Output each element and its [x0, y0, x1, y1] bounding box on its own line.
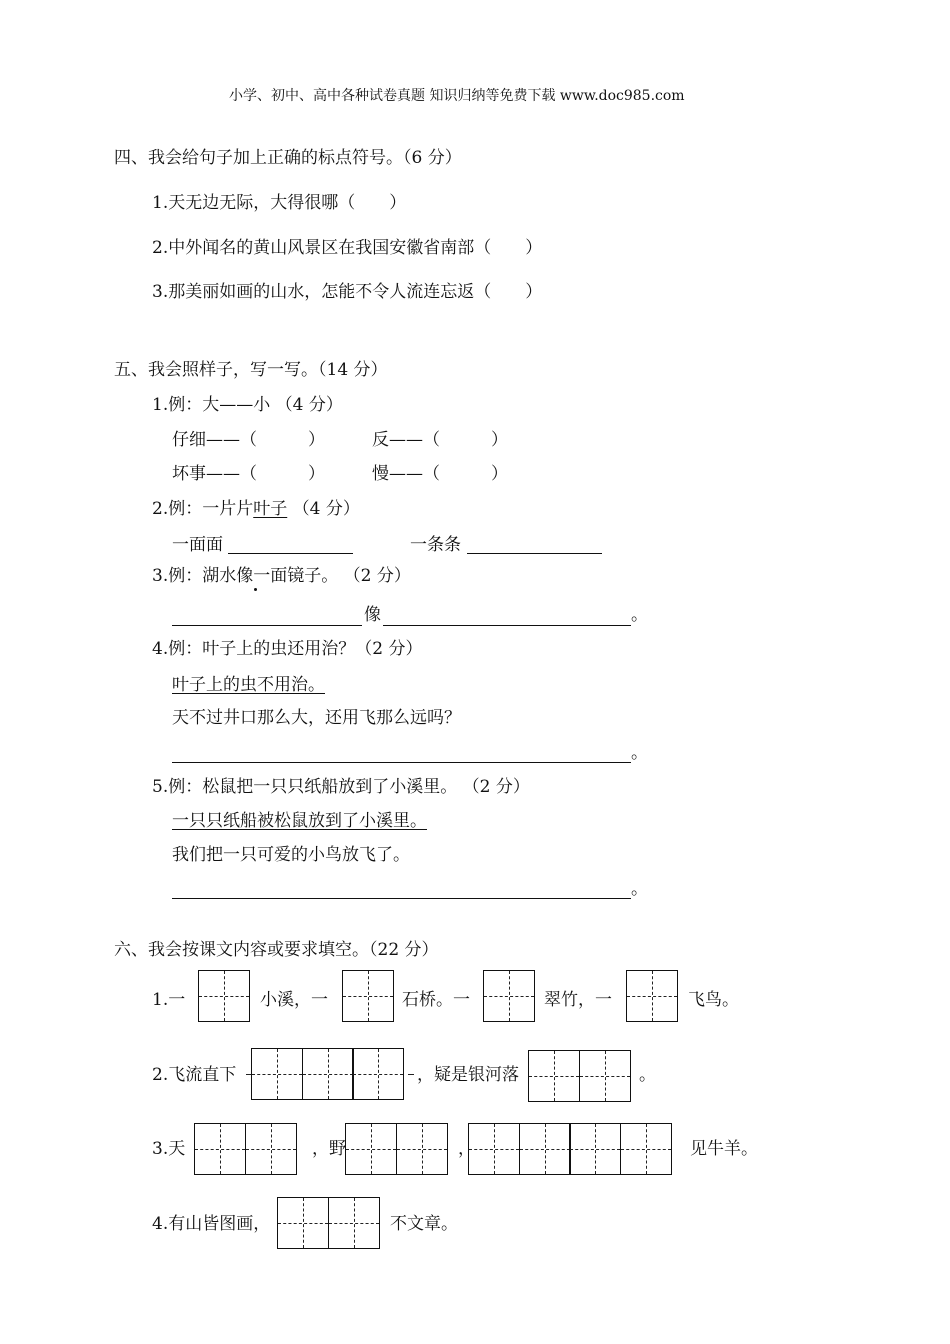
answer-line[interactable] — [172, 762, 631, 763]
answer-line[interactable] — [172, 898, 631, 899]
answer-line[interactable] — [383, 625, 631, 626]
s5-q4-end: 。 — [631, 743, 648, 763]
writing-cell[interactable] — [245, 1123, 297, 1175]
writing-cell[interactable] — [528, 1050, 580, 1102]
writing-cell[interactable] — [468, 1123, 520, 1175]
s5-q4-label: 4.例：叶子上的虫还用治？（2 分） — [152, 639, 423, 659]
s6-q1-text-d: 翠竹，一 — [544, 990, 612, 1010]
s5-q4-example: 叶子上的虫不用治。 — [172, 675, 325, 695]
writing-cell[interactable] — [277, 1197, 329, 1249]
answer-line[interactable] — [172, 625, 362, 626]
tian-grid[interactable] — [345, 1123, 446, 1175]
s4-item-1: 1.天无边无际，大得很哪（ ） — [152, 193, 407, 213]
s6-q2-text-a: 2.飞流直下 — [152, 1065, 237, 1085]
writing-cell[interactable] — [626, 970, 678, 1022]
s6-q2-text-c: 。 — [639, 1065, 656, 1085]
s5-q2-a: 一面面 — [172, 535, 223, 555]
tian-grid[interactable] — [277, 1197, 378, 1249]
section-4-title: 四、我会给句子加上正确的标点符号。（6 分） — [114, 148, 462, 168]
tian-grid[interactable] — [198, 970, 249, 1022]
s5-q1-d: 慢——（ ） — [372, 464, 508, 484]
emphasis-dot — [254, 588, 257, 591]
s5-q3-end: 。 — [631, 605, 648, 625]
writing-cell[interactable] — [396, 1123, 448, 1175]
writing-cell[interactable] — [345, 1123, 397, 1175]
tian-grid[interactable] — [251, 1048, 403, 1100]
writing-cell[interactable] — [194, 1123, 246, 1175]
writing-cell[interactable] — [579, 1050, 631, 1102]
s6-q3-text-d: 见牛羊。 — [690, 1139, 758, 1159]
s5-q2-b: 一条条 — [410, 535, 461, 555]
answer-line[interactable] — [228, 553, 353, 554]
s5-q1-a: 仔细——（ ） — [172, 430, 325, 450]
writing-cell[interactable] — [519, 1123, 571, 1175]
s5-q3-emphasis: 像 — [236, 566, 254, 586]
guide-dash — [408, 1074, 414, 1075]
tian-grid[interactable] — [468, 1123, 671, 1175]
s4-item-2: 2.中外闻名的黄山风景区在我国安徽省南部（ ） — [152, 238, 543, 258]
s5-q2-underlined: 叶子 — [253, 499, 288, 519]
s6-q4-text-b: 不文章。 — [390, 1214, 458, 1234]
s5-q2-suffix: （4 分） — [287, 499, 360, 519]
s5-q2-prefix: 2.例：一片片 — [152, 499, 254, 519]
writing-cell[interactable] — [483, 970, 535, 1022]
s6-q1-text-c: 石桥。一 — [402, 990, 470, 1010]
s5-q5-example: 一只只纸船被松鼠放到了小溪里。 — [172, 811, 427, 831]
guide-dash — [246, 1074, 251, 1075]
answer-line[interactable] — [467, 553, 602, 554]
page-header: 小学、初中、高中各种试卷真题 知识归纳等免费下载 www.doc985.com — [229, 88, 685, 104]
tian-grid[interactable] — [342, 970, 393, 1022]
writing-cell[interactable] — [569, 1123, 621, 1175]
s5-q5-end: 。 — [631, 879, 648, 899]
writing-cell[interactable] — [620, 1123, 672, 1175]
writing-cell[interactable] — [198, 970, 250, 1022]
writing-cell[interactable] — [342, 970, 394, 1022]
s6-q3-text-b: ，野 — [312, 1139, 346, 1159]
s4-item-3: 3.那美丽如画的山水，怎能不令人流连忘返（ ） — [152, 282, 543, 302]
s5-q1-c: 坏事——（ ） — [172, 464, 325, 484]
s6-q4-text-a: 4.有山皆图画， — [152, 1214, 271, 1234]
s5-q2-label — [152, 501, 360, 518]
section-5-title: 五、我会照样子，写一写。（14 分） — [114, 360, 388, 380]
tian-grid[interactable] — [483, 970, 534, 1022]
s6-q1-text-e: 飞鸟。 — [688, 990, 739, 1010]
tian-grid[interactable] — [194, 1123, 295, 1175]
s5-q5-label: 5.例：松鼠把一只只纸船放到了小溪里。 （2 分） — [152, 777, 530, 797]
s5-q5-prompt: 我们把一只可爱的小鸟放飞了。 — [172, 845, 410, 865]
writing-cell[interactable] — [251, 1048, 303, 1100]
writing-cell[interactable] — [352, 1048, 404, 1100]
s6-q1-text-b: 小溪，一 — [260, 990, 328, 1010]
s5-q4-prompt: 天不过井口那么大，还用飞那么远吗？ — [172, 708, 461, 728]
s5-q3-prefix: 3.例：湖水 — [152, 566, 237, 586]
tian-grid[interactable] — [626, 970, 677, 1022]
tian-grid[interactable] — [528, 1050, 629, 1102]
writing-cell[interactable] — [328, 1197, 380, 1249]
s5-q3-mid: 像 — [364, 605, 381, 625]
s6-q3-text-a: 3.天 — [152, 1139, 186, 1159]
s5-q3-label — [152, 568, 411, 585]
section-6-title: 六、我会按课文内容或要求填空。（22 分） — [114, 940, 439, 960]
s5-q1-b: 反——（ ） — [372, 430, 508, 450]
s6-q1-text-a: 1.一 — [152, 990, 186, 1010]
s5-q3-suffix: 一面镜子。 （2 分） — [253, 566, 411, 586]
s6-q3-text-c: ， — [458, 1139, 475, 1159]
s6-q2-text-b: ，疑是银河落 — [417, 1065, 519, 1085]
s5-q1-label: 1.例：大——小 （4 分） — [152, 395, 343, 415]
writing-cell[interactable] — [302, 1048, 354, 1100]
